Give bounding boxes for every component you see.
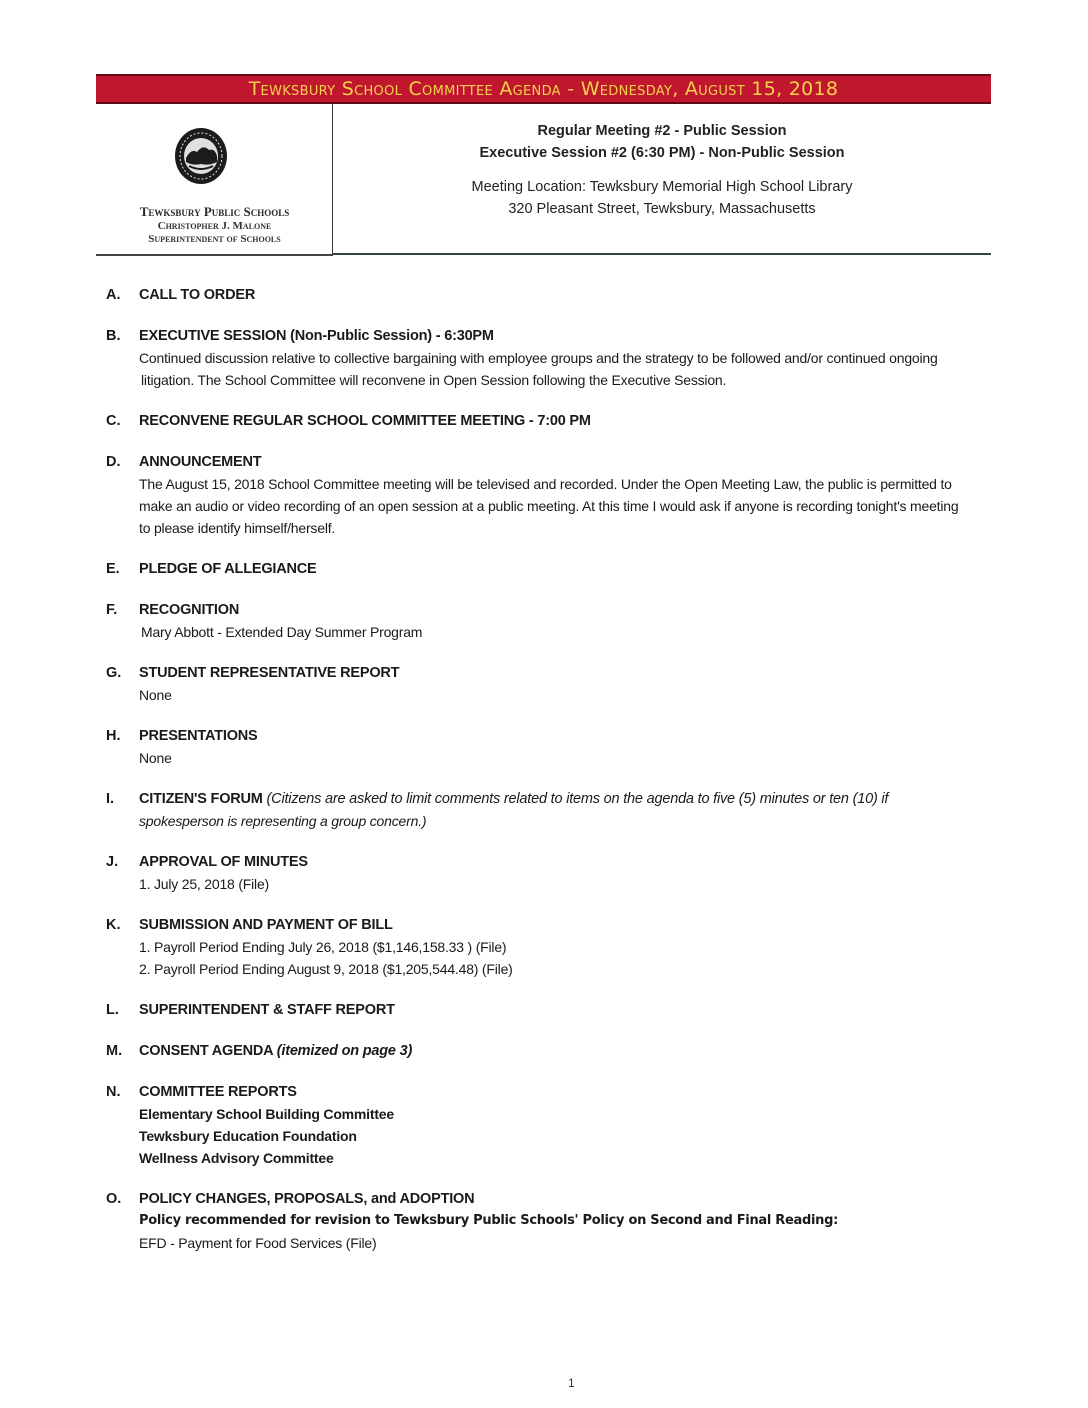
agenda-item-n xyxy=(106,1081,1036,1169)
item-title: PRESENTATIONS xyxy=(139,728,258,744)
item-letter: G. xyxy=(106,665,122,681)
item-letter: H. xyxy=(106,728,121,744)
org-name: Tewksbury Public Schools xyxy=(139,204,290,219)
item-letter: F. xyxy=(106,602,118,618)
payroll-file-link[interactable]: 2. Payroll Period Ending August 9, 2018 ($1,205,544.48) (File) xyxy=(139,961,513,977)
minutes-file-link[interactable]: 1. July 25, 2018 (File) xyxy=(139,876,270,892)
agenda-item-o xyxy=(106,1188,1036,1254)
payroll-file-link[interactable]: 1. Payroll Period Ending July 26, 2018 ($1,146,158.33 ) (File) xyxy=(139,939,507,955)
agenda-item-m xyxy=(106,1040,1036,1062)
agenda-item-l xyxy=(106,999,1036,1021)
item-letter: O. xyxy=(106,1191,122,1207)
item-title: EXECUTIVE SESSION (Non-Public Session) - 6:30PM xyxy=(139,328,494,344)
item-title: PLEDGE OF ALLEGIANCE xyxy=(139,561,317,577)
banner-title: Tewksbury School Committee Agenda - Wednesday, August 15, 2018 xyxy=(248,78,839,100)
agenda-banner xyxy=(96,74,991,104)
item-line: None xyxy=(139,750,172,766)
agenda-item-k xyxy=(106,914,1036,980)
agenda-item-c xyxy=(106,410,1036,432)
location-line-2: 320 Pleasant Street, Tewksbury, Massachusetts xyxy=(508,201,816,217)
committee-name: Elementary School Building Committee xyxy=(139,1106,394,1122)
meeting-info xyxy=(333,104,991,254)
policy-subtitle: Policy recommended for revision to Tewksbury Public Schools' Policy on Second and Final Reading: xyxy=(139,1213,838,1228)
superintendent-title: Superintendent of Schools xyxy=(148,232,281,245)
agenda-item-e xyxy=(106,558,1036,580)
item-line: litigation. The School Committee will reconvene in Open Session following the Executive Session. xyxy=(141,372,727,388)
agenda-item-d xyxy=(106,451,1036,539)
item-letter: K. xyxy=(106,917,121,933)
item-letter: N. xyxy=(106,1084,121,1100)
organization-block xyxy=(96,204,333,246)
item-title: SUBMISSION AND PAYMENT OF BILL xyxy=(139,917,393,933)
item-line: The August 15, 2018 School Committee meeting will be televised and recorded. Under the Open Meeting Law, the public is permitted to xyxy=(139,476,952,492)
item-title: CONSENT AGENDA xyxy=(139,1043,273,1059)
item-title: SUPERINTENDENT & STAFF REPORT xyxy=(139,1002,395,1018)
item-line: None xyxy=(139,687,172,703)
item-title: RECOGNITION xyxy=(139,602,240,618)
policy-file-link[interactable]: EFD - Payment for Food Services (File) xyxy=(139,1235,377,1251)
header-left-panel xyxy=(96,104,333,256)
item-letter: B. xyxy=(106,328,121,344)
location-line-1: Meeting Location: Tewksbury Memorial High School Library xyxy=(471,179,853,195)
item-letter: D. xyxy=(106,454,121,470)
committee-name: Wellness Advisory Committee xyxy=(139,1150,334,1166)
superintendent-name: Christopher J. Malone xyxy=(157,219,272,232)
item-letter: J. xyxy=(106,854,119,870)
item-letter: L. xyxy=(106,1002,119,1018)
item-line: make an audio or video recording of an open session at a public meeting. At this time I would ask if anyone is recording tonight's meeting xyxy=(139,498,959,514)
item-letter: C. xyxy=(106,413,121,429)
town-seal-icon xyxy=(173,126,229,186)
committee-name: Tewksbury Education Foundation xyxy=(139,1128,357,1144)
agenda-item-i xyxy=(106,788,1036,832)
item-note-continued: spokesperson is representing a group concern.) xyxy=(139,813,427,829)
item-letter: E. xyxy=(106,561,120,577)
item-letter: A. xyxy=(106,287,121,303)
document-header xyxy=(96,104,991,256)
agenda-item-j xyxy=(106,851,1036,895)
item-title: COMMITTEE REPORTS xyxy=(139,1084,297,1100)
agenda-item-h xyxy=(106,725,1036,769)
session-line-2: Executive Session #2 (6:30 PM) - Non-Public Session xyxy=(479,145,845,161)
agenda-list xyxy=(106,284,1036,1273)
item-title: APPROVAL OF MINUTES xyxy=(139,854,308,870)
agenda-item-b xyxy=(106,325,1036,391)
item-title: ANNOUNCEMENT xyxy=(139,454,262,470)
agenda-item-g xyxy=(106,662,1036,706)
item-title: POLICY CHANGES, PROPOSALS, and ADOPTION xyxy=(139,1191,475,1207)
item-title: STUDENT REPRESENTATIVE REPORT xyxy=(139,665,400,681)
item-letter: M. xyxy=(106,1043,123,1059)
item-line: to please identify himself/herself. xyxy=(139,520,336,536)
page-number: 1 xyxy=(568,1376,575,1390)
item-title: CITIZEN'S FORUM xyxy=(139,791,263,807)
session-line-1: Regular Meeting #2 - Public Session xyxy=(537,123,787,139)
item-line: Continued discussion relative to collective bargaining with employee groups and the strategy to be followed and/or continued ongoing xyxy=(139,350,938,366)
agenda-item-a xyxy=(106,284,1036,306)
item-letter: I. xyxy=(106,791,115,807)
agenda-item-f xyxy=(106,599,1036,643)
item-note: (Citizens are asked to limit comments related to items on the agenda to five (5) minutes or ten (10) if xyxy=(266,791,889,807)
item-title: CALL TO ORDER xyxy=(139,287,256,303)
item-note: (itemized on page 3) xyxy=(276,1043,413,1059)
item-title: RECONVENE REGULAR SCHOOL COMMITTEE MEETING - 7:00 PM xyxy=(139,413,591,429)
item-line: Mary Abbott - Extended Day Summer Program xyxy=(141,624,423,640)
